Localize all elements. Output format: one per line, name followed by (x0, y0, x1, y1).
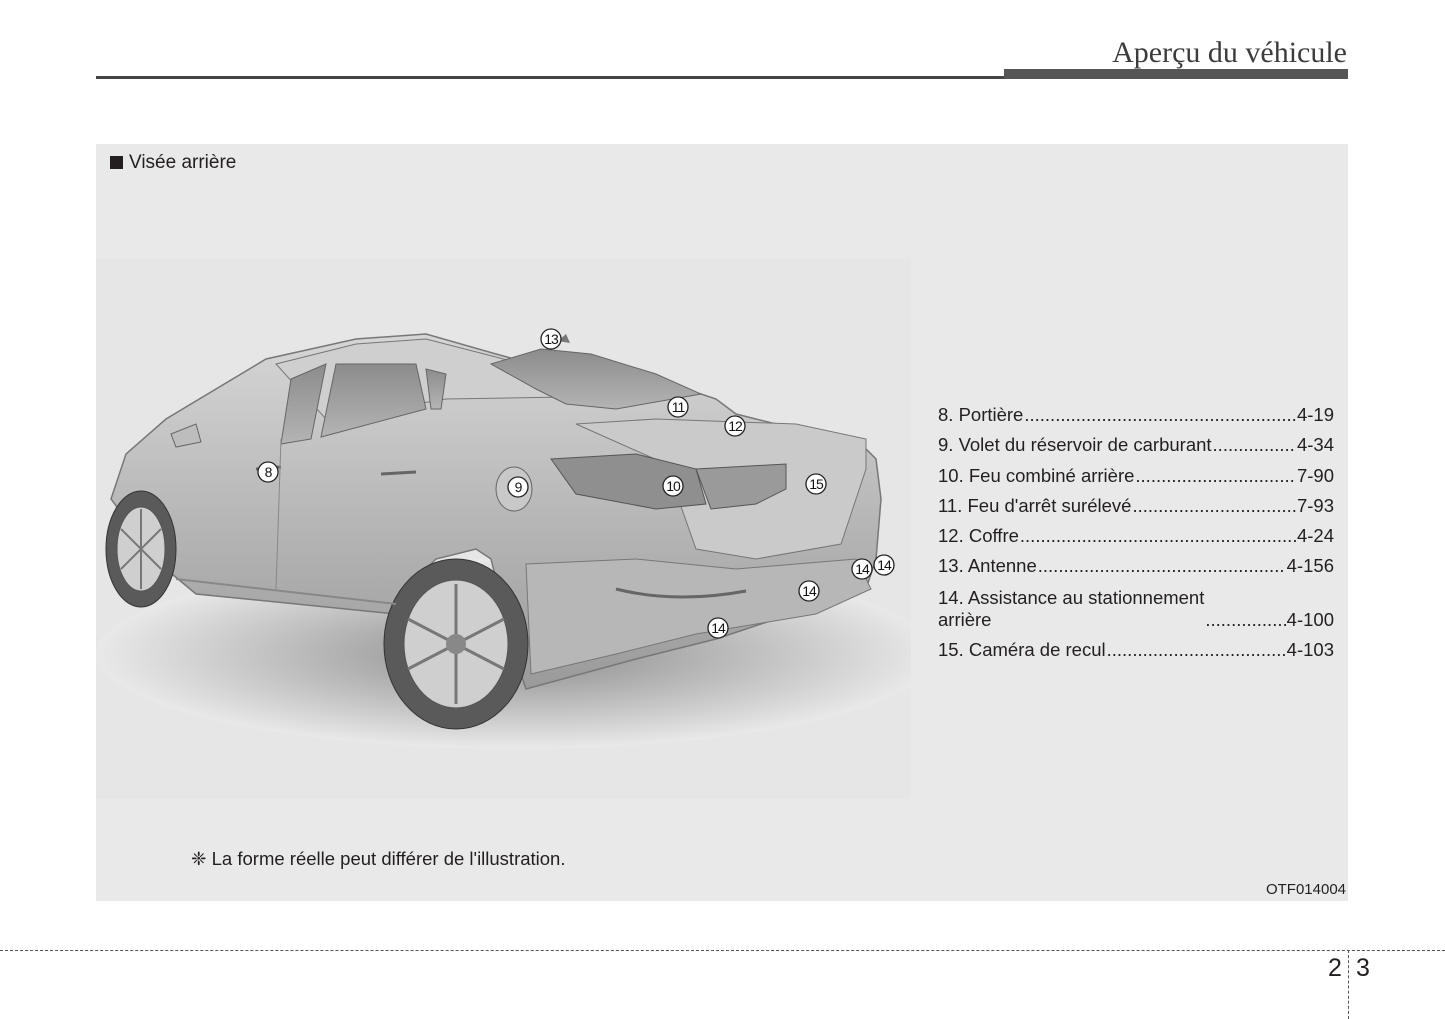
legend-item (938, 456, 1334, 486)
callout-13 (541, 329, 561, 349)
leader-dots (1205, 609, 1285, 631)
legend-page: 4-100 (1286, 609, 1334, 631)
page-header-title: Aperçu du véhicule (1112, 36, 1347, 69)
callout-label: 8 (264, 464, 272, 480)
legend-page: 7-93 (1296, 494, 1334, 516)
legend-page: 4-19 (1296, 404, 1334, 426)
legend-item (938, 396, 1334, 426)
footnote: ❈ La forme réelle peut différer de l'illustration. (191, 848, 566, 869)
header-rule-accent (1004, 69, 1348, 79)
callout-10 (663, 476, 683, 496)
leader-dots (1135, 465, 1296, 487)
legend-label: 11. Feu d'arrêt surélevé (938, 494, 1132, 516)
section-heading (110, 152, 236, 174)
legend-page: 4-34 (1296, 434, 1334, 456)
page-number-page: 3 (1356, 954, 1370, 982)
page-number-divider (1348, 950, 1349, 1019)
callout-8 (258, 462, 278, 482)
page-number-chapter: 2 (1328, 954, 1342, 982)
callout-14 (708, 618, 728, 638)
legend-item (938, 487, 1334, 517)
callout-label: 10 (666, 478, 680, 494)
callout-14 (852, 559, 872, 579)
legend-label: 13. Antenne (938, 555, 1037, 577)
callout-label: 13 (544, 331, 558, 347)
callout-12 (725, 416, 745, 436)
callout-label: 14 (877, 557, 891, 573)
leader-dots (1132, 495, 1296, 517)
callout-label: 14 (711, 620, 725, 636)
header-rule (96, 76, 1006, 79)
legend-item (938, 517, 1334, 547)
page-footer-divider (0, 950, 1445, 951)
legend-page: 7-90 (1296, 464, 1334, 486)
parts-legend (938, 396, 1334, 661)
callout-label: 12 (728, 418, 742, 434)
section-heading-text: Visée arrière (129, 152, 237, 173)
leader-dots (1038, 555, 1286, 577)
legend-page: 4-156 (1286, 555, 1334, 577)
leader-dots (1107, 639, 1286, 661)
callout-14 (799, 581, 819, 601)
callout-label: 11 (671, 399, 685, 415)
legend-page: 4-24 (1296, 524, 1334, 546)
legend-item (938, 631, 1334, 661)
legend-label: 14. Assistance au stationnement arrière (938, 587, 1205, 631)
callout-11 (668, 397, 688, 417)
callout-15 (806, 474, 826, 494)
figure-panel (96, 144, 1348, 901)
legend-item (938, 426, 1334, 456)
legend-label: 8. Portière (938, 404, 1024, 426)
leader-dots (1213, 434, 1296, 456)
legend-item (938, 577, 1334, 631)
square-bullet-icon (110, 156, 123, 169)
leader-dots (1020, 525, 1296, 547)
callout-label: 14 (855, 561, 869, 577)
callout-label: 14 (802, 583, 816, 599)
legend-label: 12. Coffre (938, 524, 1019, 546)
callout-14 (874, 555, 894, 575)
legend-label: 10. Feu combiné arrière (938, 464, 1135, 486)
legend-item (938, 547, 1334, 577)
callout-label: 9 (514, 479, 522, 495)
callout-9 (508, 477, 528, 497)
legend-label: 15. Caméra de recul (938, 639, 1106, 661)
legend-page: 4-103 (1286, 639, 1334, 661)
legend-label: 9. Volet du réservoir de carburant (938, 434, 1212, 456)
callout-label: 15 (809, 476, 823, 492)
leader-dots (1024, 404, 1296, 426)
car-rear-illustration (96, 259, 911, 799)
figure-code: OTF014004 (1265, 881, 1346, 898)
